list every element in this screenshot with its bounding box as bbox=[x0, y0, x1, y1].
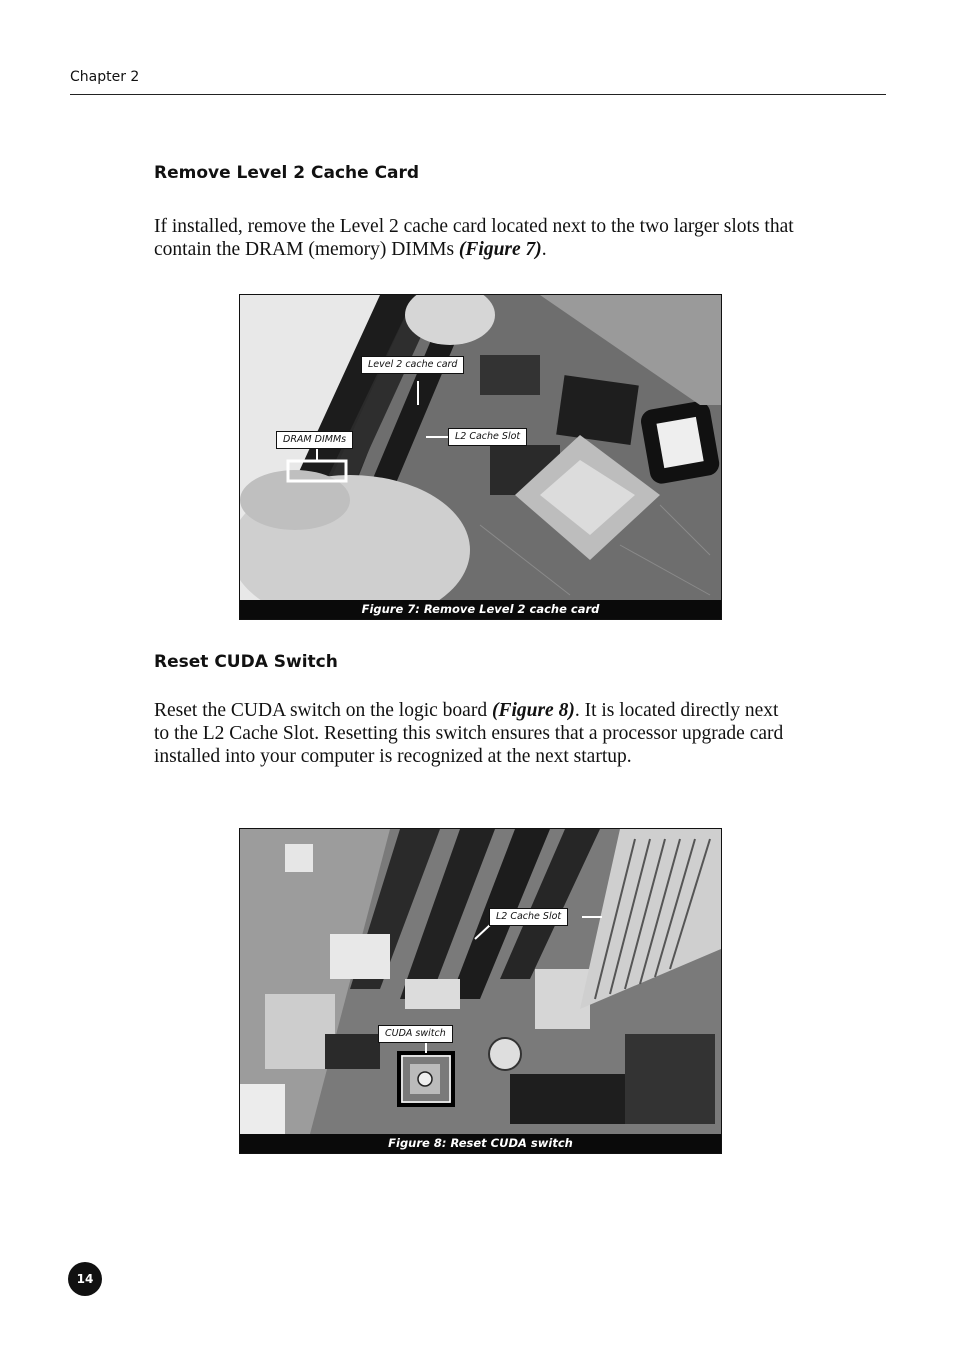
paragraph-text-end: . It is located directly next to the L2 Cache Slot. Resetting this switch ensures that a processor upgrade card installed into your computer is recognized at the next startup. bbox=[154, 700, 784, 767]
figure-8-caption: Figure 8: Reset CUDA switch bbox=[240, 1134, 721, 1153]
callout-l2-cache-slot: L2 Cache Slot bbox=[489, 908, 568, 926]
paragraph-reset-cuda bbox=[154, 699, 794, 768]
paragraph-text: Reset the CUDA switch on the logic board bbox=[154, 700, 492, 721]
callout-l2-cache-slot: L2 Cache Slot bbox=[448, 428, 527, 446]
paragraph-remove-cache bbox=[154, 215, 794, 261]
figure-reference: (Figure 8) bbox=[491, 700, 575, 721]
callout-cuda-switch: CUDA switch bbox=[378, 1025, 453, 1043]
running-head-chapter: Chapter 2 bbox=[70, 69, 140, 85]
paragraph-text: If installed, remove the Level 2 cache card located next to the two larger slots that contain the DRAM (memory) DIMMs bbox=[154, 216, 794, 260]
page-number-badge: 14 bbox=[68, 1262, 102, 1296]
paragraph-text-end: . bbox=[541, 239, 547, 260]
figure-7-caption: Figure 7: Remove Level 2 cache card bbox=[240, 600, 721, 619]
figure-8-photo bbox=[240, 829, 721, 1134]
figure-7 bbox=[239, 294, 722, 620]
header-rule bbox=[70, 94, 886, 95]
section-title-remove-cache: Remove Level 2 Cache Card bbox=[154, 163, 420, 183]
callout-dram-dimms: DRAM DIMMs bbox=[276, 431, 353, 449]
section-title-reset-cuda: Reset CUDA Switch bbox=[154, 652, 338, 672]
figure-8 bbox=[239, 828, 722, 1154]
callout-level2-cache-card: Level 2 cache card bbox=[361, 356, 464, 374]
figure-reference: (Figure 7) bbox=[458, 239, 542, 260]
